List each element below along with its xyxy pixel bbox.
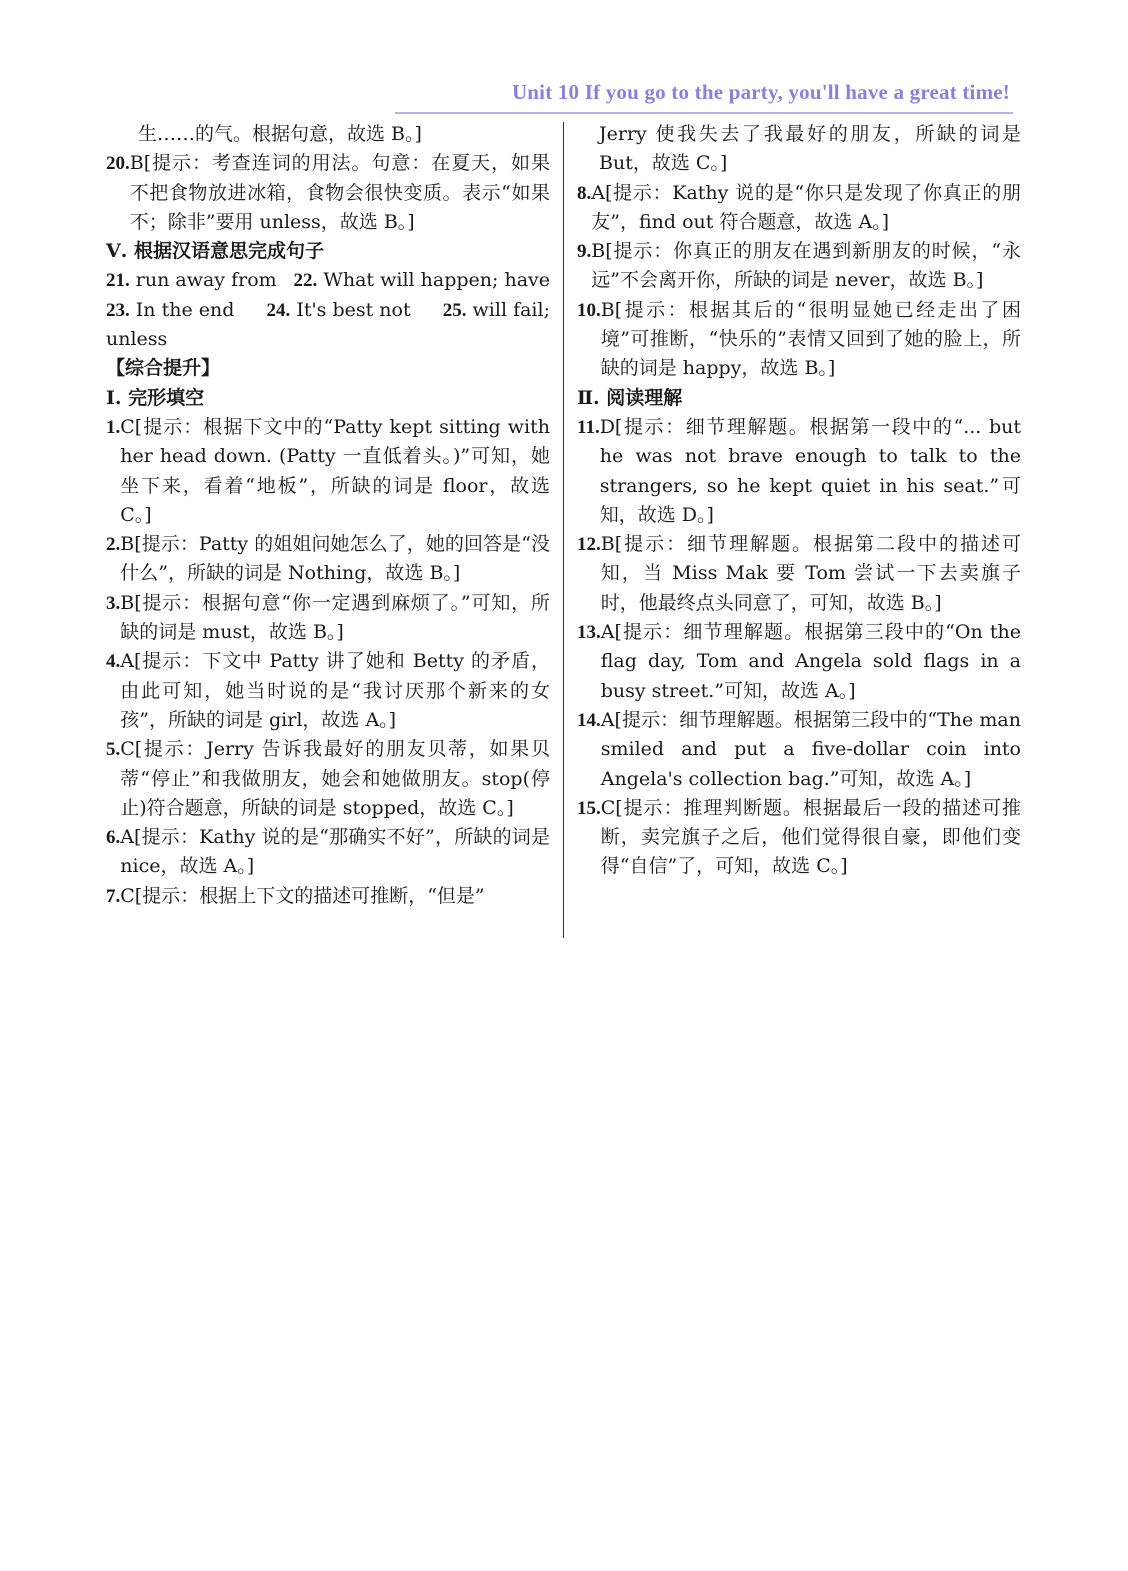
answer-25: 25. will fail; [442,298,550,321]
answer-item-1 [106,413,550,530]
answer-line-23-25 [106,296,550,325]
answer-line-21-22 [106,266,550,295]
section-5-heading: Ⅴ. 根据汉语意思完成句子 [106,240,324,263]
page-header-title: Unit 10 If you go to the party, you'll have a great time! [511,80,1010,104]
item-number: 14. [577,709,601,731]
item-text: D[提示：细节理解题。根据第一段中的“... but he was not brave enough to talk to the strangers, so he kept quiet in his seat.”可知，故选 D。] [599,415,1021,526]
answer-21: 21. run away from [106,269,277,292]
left-column [106,120,550,911]
item-number: 20. [106,153,130,175]
answer-23: 23. In the end [106,298,235,321]
answer-item-14 [577,706,1021,794]
item-text: C[提示：推理判断题。根据最后一段的描述可推断，卖完旗子之后，他们觉得很自豪，即他们变得“自信”了，可知，故选 C。] [600,796,1021,878]
answer-item-2 [106,530,550,589]
right-continued-text: Jerry 使我失去了我最好的朋友，所缺的词是 But，故选 C。] [599,123,1021,175]
answer-22: 22. What will happen; have [293,269,550,292]
answer-24: 24. It's best not [266,298,411,321]
answer-item-8 [577,179,1021,238]
item-text: A[提示：下文中 Patty 讲了她和 Betty 的矛盾，由此可知，她当时说的是“我讨厌那个新来的女孩”，所缺的词是 girl，故选 A。] [120,650,550,731]
item-number: 12. [577,534,601,556]
answer-item-7 [106,882,550,911]
item-text: B[提示：考查连词的用法。句意：在夏天，如果不把食物放进冰箱，食物会很快变质。表示“如果不；除非”要用 unless，故选 B。] [129,152,550,233]
section-2-heading: Ⅱ. 阅读理解 [577,386,683,409]
item-number: 15. [577,797,601,819]
item-text: B[提示：Patty 的姐姐问她怎么了，她的回答是“没什么”，所缺的词是 Nothing，故选 B。] [120,533,550,585]
item-number: 13. [577,622,601,644]
item-number: 11. [577,416,600,438]
answer-item-15 [577,794,1021,882]
item-text: B[提示：你真正的朋友在遇到新朋友的时候，“永远”不会离开你，所缺的词是 never，故选 B。] [591,240,1021,292]
item-text: C[提示：根据上下文的描述可推断，“但是” [120,884,485,907]
item-text: C[提示：Jerry 告诉我最好的朋友贝蒂，如果贝蒂“停止”和我做朋友，她会和她做朋友。stop(停止)符合题意，所缺的词是 stopped，故选 C。] [120,738,550,819]
answer-item-10 [577,296,1021,384]
item-text: A[提示：Kathy 说的是“你只是发现了你真正的朋友”，find out 符合题意，故选 A。] [591,181,1021,233]
item-number: 2. [106,534,121,556]
answer-item-20 [106,149,550,237]
answer-item-13 [577,618,1021,706]
item-text: B[提示：细节理解题。根据第二段中的描述可知，当 Miss Mak 要 Tom 尝试一下去卖旗子时，他最终点头同意了，可知，故选 B。] [600,533,1021,614]
item-text: A[提示：细节理解题。根据第三段中的“The man smiled and put a five-dollar coin into Angela's collection bag.”可知，故选 A。] [600,708,1021,790]
item-text: B[提示：根据句意“你一定遇到麻烦了。”可知，所缺的词是 must，故选 B。] [120,591,550,644]
answer-item-11 [577,413,1021,530]
item-text: A[提示：细节理解题。根据第三段中的“On the flag day, Tom and Angela sold flags in a busy street.”可知，故选 A。] [600,621,1021,702]
answer-25-continued: unless [106,328,168,351]
answer-item-5 [106,735,550,823]
item-number: 5. [106,739,121,761]
item-number: 8. [577,182,592,204]
item-number: 3. [106,592,121,614]
item-number: 7. [106,885,121,907]
comprehensive-heading: 【综合提升】 [106,357,221,380]
answer-item-9 [577,237,1021,296]
item-number: 6. [106,827,121,849]
item-text: C[提示：根据下文中的“Patty kept sitting with her head down. (Patty 一直低着头。)”可知，她坐下来，看着“地板”，所缺的词是 floor，故选 C。] [120,415,550,526]
right-column [577,120,1021,882]
item-number: 9. [577,241,592,263]
item-number: 4. [106,651,121,673]
answer-item-3 [106,589,550,648]
answer-item-12 [577,530,1021,618]
header-rule [395,112,1013,114]
item-text: A[提示：Kathy 说的是“那确实不好”，所缺的词是 nice，故选 A。] [120,826,550,878]
column-divider [563,122,564,938]
section-1-heading: Ⅰ. 完形填空 [106,386,205,409]
answer-item-4 [106,647,550,735]
item-number: 1. [106,416,121,438]
answer-item-6 [106,823,550,882]
left-continued-text: 生……的气。根据句意，故选 B。] [138,123,422,145]
item-text: B[提示：根据其后的“很明显她已经走出了困境”可推断，“快乐的”表情又回到了她的脸上，所缺的词是 happy，故选 B。] [600,298,1021,380]
item-number: 10. [577,299,601,321]
